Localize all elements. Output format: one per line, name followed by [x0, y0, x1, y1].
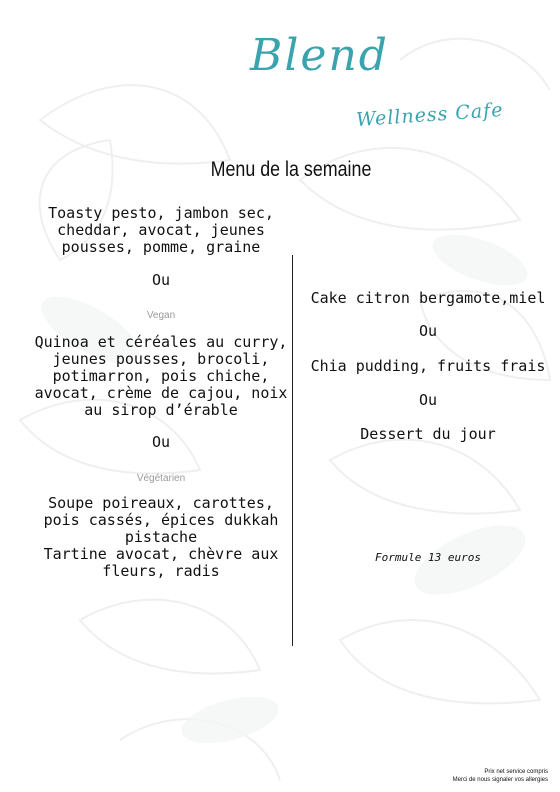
separator-ou: Ou: [151, 271, 171, 289]
footer-notes: [453, 768, 548, 784]
brand-logo: Blend: [250, 30, 389, 81]
column-divider: [292, 255, 293, 646]
dessert-du-jour: Dessert du jour: [360, 425, 496, 443]
menu-title: Menu de la semaine: [210, 158, 372, 181]
footer-price-note: Prix net service compris: [484, 769, 548, 775]
separator-ou: Ou: [418, 391, 438, 409]
dessert-cake: Cake citron bergamote,miel: [310, 289, 546, 307]
menu-item-soupe: Soupe poireaux, carottes, pois cassés, épices dukkah pistache: [43, 494, 279, 546]
menu-item-tartine: Tartine avocat, chèvre aux fleurs, radis: [43, 545, 279, 580]
footer-allergy-note: Merci de nous signaler vos allergies: [452, 777, 548, 783]
menu-item-toasty: Toasty pesto, jambon sec, cheddar, avocat, jeunes pousses, pomme, graine: [48, 204, 274, 256]
separator-ou: Ou: [151, 433, 171, 451]
brand-tagline: Wellness Cafe: [355, 98, 505, 132]
formule-price: Formule 13 euros: [375, 551, 481, 564]
dessert-chia: Chia pudding, fruits frais: [310, 357, 546, 375]
separator-ou: Ou: [418, 322, 438, 340]
category-vegetarien: Végétarien: [136, 473, 186, 484]
menu-item-quinoa: Quinoa et céréales au curry, jeunes pousses, brocoli, potimarron, pois chiche, avocat, crème de cajou, noix au sirop d’érable: [34, 333, 288, 419]
category-vegan: Vegan: [146, 310, 176, 321]
